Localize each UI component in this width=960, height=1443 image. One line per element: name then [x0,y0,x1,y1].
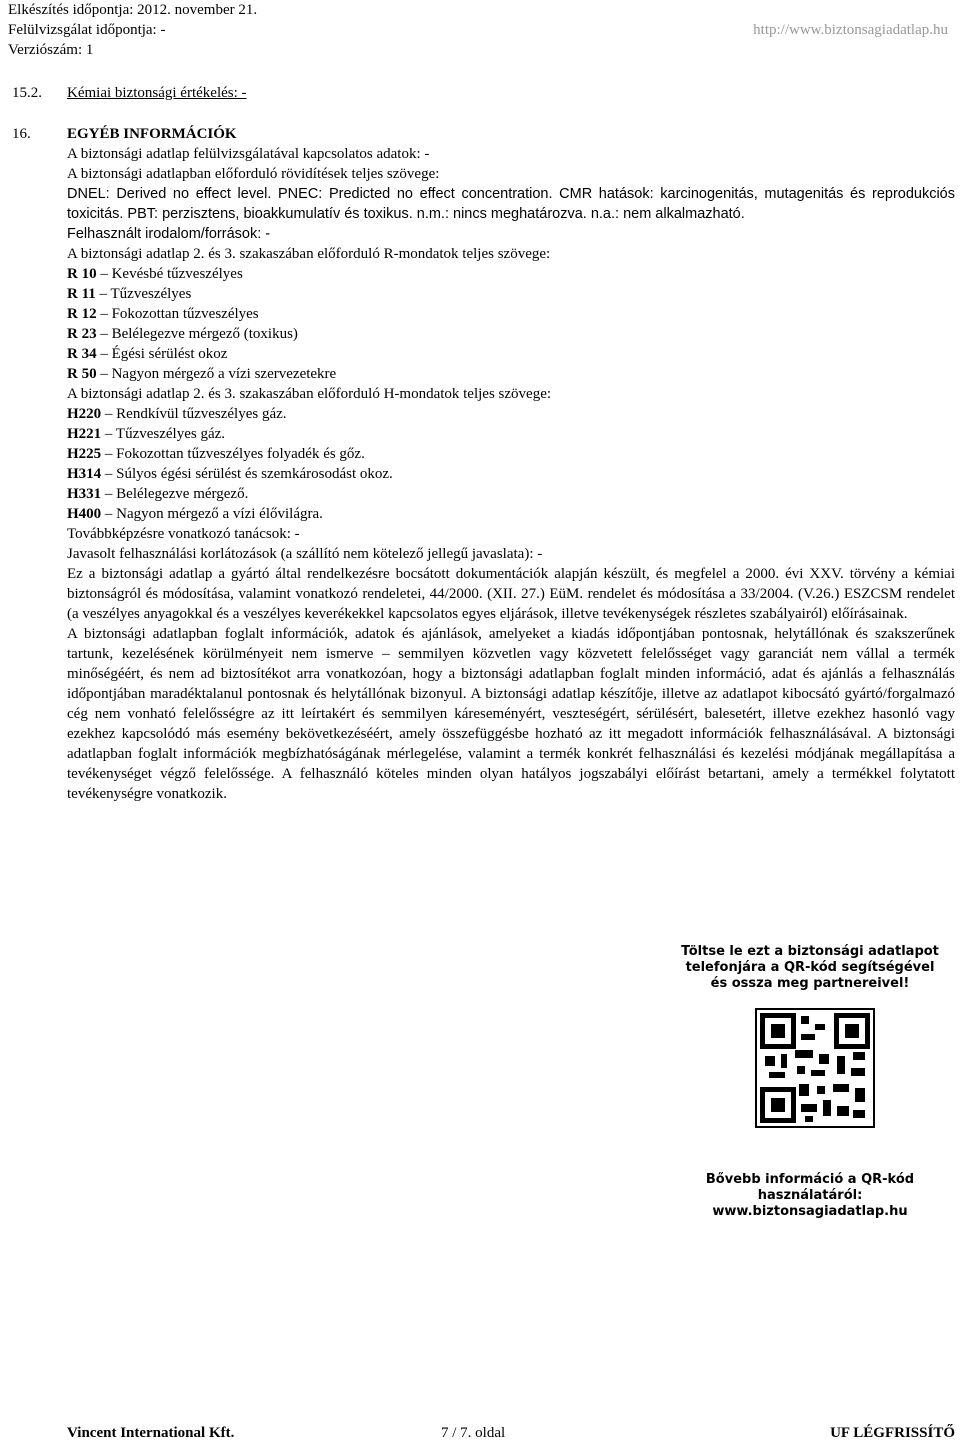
training-advice: Továbbképzésre vonatkozó tanácsok: - [67,526,300,542]
qr-info-line: használatáról: [757,1188,863,1203]
qr-module [819,1054,829,1064]
h-phrase: H314 – Súlyos égési sérülést és szemkárosodást okoz. [67,466,393,482]
r-phrase: R 10 – Kevésbé tűzveszélyes [67,266,243,282]
abbreviations-intro: A biztonsági adatlapban előforduló rövidítések teljes szövege: [67,166,440,182]
r-phrase-text: Tűzveszélyes [110,286,192,302]
qr-module [799,1084,809,1096]
qr-module [769,1072,785,1078]
qr-info-url[interactable]: www.biztonsagiadatlap.hu [712,1204,908,1219]
r-phrase: R 50 – Nagyon mérgező a vízi szervezetekre [67,366,337,382]
r-phrase: R 34 – Égési sérülést okoz [67,346,228,362]
h-phrase-text: Súlyos égési sérülést és szemkárosodást okoz. [116,466,393,482]
qr-code[interactable] [755,1008,875,1128]
revision-date: Felülvizsgálat időpontja: - [8,22,166,38]
qr-module [801,1034,815,1040]
qr-module [797,1066,805,1074]
qr-module [801,1016,809,1024]
section-number: 15.2. [12,85,42,101]
qr-module [853,1052,865,1060]
r-phrase-code: R 10 [67,266,97,282]
section-number: 16. [12,126,31,142]
h-phrase-text: Rendkívül tűzveszélyes gáz. [116,406,287,422]
qr-finder-pattern [760,1087,796,1123]
h-phrase-code: H225 [67,446,102,462]
qr-code-pattern [757,1010,873,1126]
h-phrase-code: H220 [67,406,102,422]
header-url: http://www.biztonsagiadatlap.hu [753,22,948,38]
qr-module [801,1104,817,1112]
qr-more-info [675,1172,945,1220]
qr-info-line: Bővebb információ a QR-kód [705,1172,915,1187]
h-phrase-text: Fokozottan tűzveszélyes folyadék és gőz. [116,446,365,462]
qr-module [837,1056,845,1074]
qr-instruction-line: telefonjára a QR-kód segítségével [685,960,935,975]
qr-module [823,1100,831,1116]
qr-instructions [675,944,945,992]
r-phrase-text: Nagyon mérgező a vízi szervezetekre [111,366,337,382]
qr-module [795,1050,813,1058]
r-phrase-code: R 34 [67,346,97,362]
qr-module [765,1056,775,1066]
section-16-heading [12,124,237,144]
h-phrases-intro: A biztonsági adatlap 2. és 3. szakaszában előforduló H-mondatok teljes szövege: [67,386,552,402]
creation-date: Elkészítés időpontja: 2012. november 21. [8,2,258,18]
h-phrase: H220 – Rendkívül tűzveszélyes gáz. [67,406,287,422]
qr-code-panel [675,944,945,1324]
document-header [8,0,257,60]
r-phrase: R 12 – Fokozottan tűzveszélyes [67,306,259,322]
r-phrase-text: Égési sérülést okoz [111,346,228,362]
qr-module [811,1070,825,1076]
r-phrase-text: Kevésbé tűzveszélyes [111,266,243,282]
disclaimer-paragraph: A biztonsági adatlapban foglalt információk, adatok és ajánlások, amelyeket a kiadás időpontjában pontosnak, helytállónak és szakszerűnek tartunk, kezelésének körülményeit nem ismerve – semmilyen közvetlen vagy közvetett felelősséget vagy garanciát nem vállal a termék minőségéért, és nem ad biztosítékot arra vonatkozóan, hogy a biztonsági adatlapban foglalt minden információ, adat és ajánlás a felhasználás időpontjában maradéktalanul pontosnak és helytállónak bizonyul. A biztonsági adatlap készítője, illetve az adatlapot kibocsátó gyártó/forgalmazó cég nem vonható felelősségre az itt leírtakért és semmilyen káreseményért, veszteségért, sérülésért, balesetért, illetve ezekhez hasonló vagy ezekhez kapcsolódó más esemény bekövetkezéséért, amely összefüggésbe hozható az itt megadott információk felhasználásával. A biztonsági adatlapban foglalt információk megbízhatóságának mérlegelése, valamint a termék konkrét felhasználási és kezelési módjának megállapítása a tevékenységet végző felelőssége. A felhasználó köteles minden olyan hatályos jogszabályi előírást betartani, amely a termékkel folytatott tevékenységre vonatkozik. [67,626,955,802]
abbreviations-text: DNEL: Derived no effect level. PNEC: Predicted no effect concentration. CMR hatások: karcinogenitás, mutagenitás és reprodukciós toxicitás. PBT: perzisztens, bioakkumulatív és toxikus. n.m.: nincs meghatározva. n.a.: nem alkalmazható. [67,186,955,222]
h-phrase-code: H314 [67,466,102,482]
r-phrase-text: Belélegezve mérgező (toxikus) [111,326,298,342]
sources-line: Felhasznált irodalom/források: - [67,226,271,242]
r-phrases-intro: A biztonsági adatlap 2. és 3. szakaszában előforduló R-mondatok teljes szövege: [67,246,551,262]
section-15-2-heading [12,83,247,103]
legal-compliance-paragraph: Ez a biztonsági adatlap a gyártó által rendelkezésre bocsátott dokumentációk alapján készült, és megfelel a 2000. évi XXV. törvény a kémiai biztonságról és módosítása, valamint vonatkozó rendeletei, 44/2000. (XII. 27.) EüM. rendelet és módosítása a 33/2004. (V.26.) ESZCSM rendelet (a veszélyes anyagokkal és a veszélyes keverékekkel kapcsolatos egyes eljárások, illetve tevékenységek részletes szabályairól) előírásainak. [67,566,955,622]
qr-module [851,1068,865,1076]
review-data-line: A biztonsági adatlap felülvizsgálatával kapcsolatos adatok: - [67,146,430,162]
qr-finder-pattern [760,1013,796,1049]
h-phrase-text: Tűzveszélyes gáz. [115,426,226,442]
qr-module [805,1116,813,1122]
qr-instruction-line: Töltse le ezt a biztonsági adatlapot [681,944,939,959]
h-phrase: H221 – Tűzveszélyes gáz. [67,426,226,442]
company-name: Vincent International Kft. [67,1425,235,1441]
qr-module [815,1024,825,1030]
r-phrase-text: Fokozottan tűzveszélyes [111,306,259,322]
h-phrase-text: Nagyon mérgező a vízi élővilágra. [116,506,323,522]
product-name: UF LÉGFRISSÍTŐ [830,1425,955,1441]
page-number: 7 / 7. oldal [441,1425,506,1441]
h-phrase-code: H331 [67,486,102,502]
r-phrase: R 11 – Tűzveszélyes [67,286,192,302]
h-phrase: H400 – Nagyon mérgező a vízi élővilágra. [67,506,323,522]
h-phrase-code: H221 [67,426,102,442]
qr-module [833,1084,849,1092]
r-phrase-code: R 50 [67,366,97,382]
qr-module [837,1106,849,1116]
h-phrase-code: H400 [67,506,102,522]
r-phrase-code: R 12 [67,306,97,322]
use-restrictions: Javasolt felhasználási korlátozások (a szállító nem kötelező jellegű javaslata): - [67,546,543,562]
qr-module [853,1110,865,1118]
h-phrase: H331 – Belélegezve mérgező. [67,486,249,502]
qr-module [817,1086,825,1094]
version-number: Verziószám: 1 [8,42,94,58]
h-phrase-text: Belélegezve mérgező. [116,486,249,502]
r-phrase-code: R 23 [67,326,97,342]
qr-module [781,1054,787,1068]
qr-finder-pattern [834,1013,870,1049]
qr-instruction-line: és ossza meg partnereivel! [710,976,910,991]
section-16-body [67,144,955,804]
h-phrase: H225 – Fokozottan tűzveszélyes folyadék és gőz. [67,446,365,462]
qr-module [855,1088,865,1102]
section-title: Kémiai biztonsági értékelés: - [67,85,247,101]
section-title: EGYÉB INFORMÁCIÓK [67,126,237,142]
r-phrase: R 23 – Belélegezve mérgező (toxikus) [67,326,298,342]
r-phrase-code: R 11 [67,286,96,302]
